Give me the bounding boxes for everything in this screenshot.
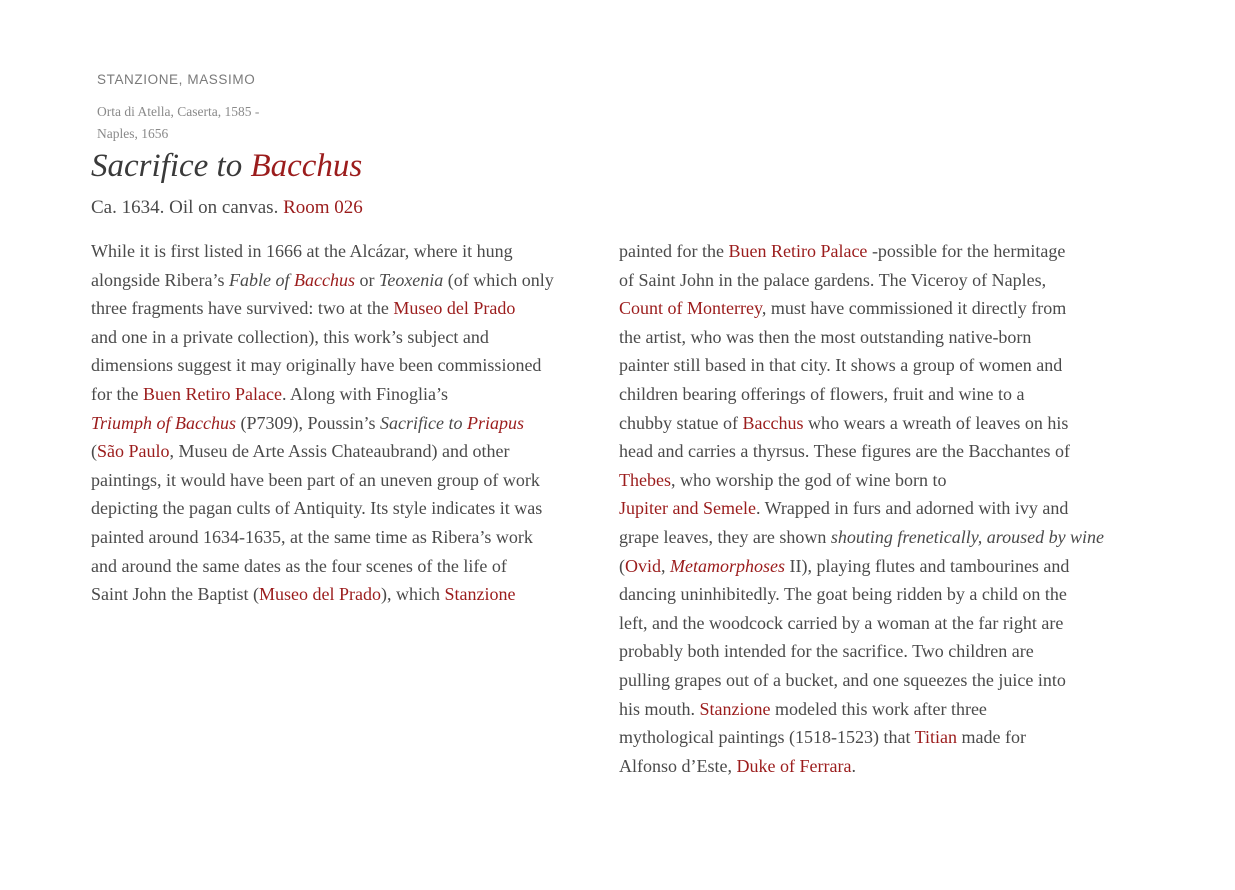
text-run: , Museu de Arte Assis Chateaubrand) and other (169, 441, 510, 462)
text-run: Teoxenia (378, 269, 444, 290)
text-run: -possible for the hermitage (867, 241, 1066, 261)
link-buen-retiro-palace[interactable]: Buen Retiro Palace (142, 383, 282, 404)
text-line (91, 237, 579, 266)
text-line (91, 552, 579, 581)
text-line (91, 466, 579, 495)
link-duke-of-ferrara[interactable]: Duke of Ferrara (736, 755, 852, 776)
text-line (91, 437, 579, 466)
text-line (91, 351, 579, 380)
artwork-meta (91, 197, 363, 219)
link-buen-retiro-palace[interactable]: Buen Retiro Palace (728, 241, 868, 261)
meta-text: Ca. 1634. Oil on canvas. (91, 197, 284, 218)
text-line (91, 380, 579, 409)
text-line (619, 609, 1119, 638)
text-line (91, 494, 579, 523)
text-run: Saint John the Baptist ( (91, 584, 259, 605)
text-line (619, 695, 1119, 724)
text-run: made for (957, 727, 1026, 748)
text-run: painted around 1634-1635, at the same time as Ribera’s work (91, 526, 533, 547)
text-run: (P7309), Poussin’s (236, 412, 381, 433)
text-run: ), which (380, 584, 445, 605)
link-museo-del-prado[interactable]: Museo del Prado (259, 584, 381, 605)
text-run: . (851, 755, 856, 776)
title-text: Sacrifice to (91, 148, 251, 184)
text-line (91, 523, 579, 552)
text-run: Fable of (228, 269, 294, 290)
text-line (619, 523, 1119, 552)
text-run: children bearing offerings of flowers, fruit and wine to a (619, 383, 1025, 404)
text-run: , must have commissioned it directly from (761, 298, 1067, 319)
text-run: II), playing flutes and tambourines and (785, 555, 1070, 576)
text-run: and around the same dates as the four scenes of the life of (91, 555, 507, 576)
text-line (91, 409, 579, 438)
lifespan-line-1: Orta di Atella, Caserta, 1585 - (97, 104, 260, 119)
body-column-right (619, 237, 1119, 780)
link-stanzione[interactable]: Stanzione (444, 584, 516, 605)
text-line (619, 323, 1119, 352)
text-line (619, 466, 1119, 495)
text-run: or (354, 269, 379, 290)
text-run: who wears a wreath of leaves on his (803, 412, 1069, 433)
body-column-left (91, 237, 579, 609)
link-count-of-monterrey[interactable]: Count of Monterrey (619, 298, 762, 319)
text-run: grape leaves, they are shown (619, 526, 831, 547)
link-stanzione[interactable]: Stanzione (699, 698, 771, 719)
link-jupiter-and-semele[interactable]: Jupiter and Semele (619, 498, 756, 519)
text-run: paintings, it would have been part of an uneven group of work (91, 469, 540, 490)
text-run: for the (91, 383, 143, 404)
text-line (619, 752, 1119, 781)
text-line (91, 323, 579, 352)
text-run: dimensions suggest it may originally have been commissioned (91, 355, 542, 376)
link-metamorphoses[interactable]: Metamorphoses (670, 555, 785, 576)
link-triumph-of-bacchus[interactable]: Triumph of Bacchus (91, 412, 237, 433)
text-line (619, 552, 1119, 581)
text-run: alongside Ribera’s (91, 269, 229, 290)
text-run: of Saint John in the palace gardens. The Viceroy of Naples, (619, 269, 1047, 290)
text-run: the artist, who was then the most outstanding native-born (619, 326, 1032, 347)
link-bacchus[interactable]: Bacchus (293, 269, 355, 290)
text-run: , who worship the god of wine born to (670, 469, 947, 490)
link-thebes[interactable]: Thebes (619, 469, 671, 490)
text-run: , (661, 555, 670, 576)
text-run: his mouth. (619, 698, 700, 719)
text-line (619, 409, 1119, 438)
text-run: and one in a private collection), this work’s subject and (91, 326, 489, 347)
link-bacchus[interactable]: Bacchus (742, 412, 804, 433)
text-line (91, 580, 579, 609)
text-run: While it is first listed in 1666 at the Alcázar, where it hung (91, 241, 513, 261)
text-run: three fragments have survived: two at the (91, 298, 394, 319)
text-line (619, 266, 1119, 295)
text-run: shouting frenetically, aroused by wine (830, 526, 1105, 547)
link-priapus[interactable]: Priapus (467, 412, 525, 433)
text-run: . Wrapped in furs and adorned with ivy and (755, 498, 1069, 519)
lifespan-line-2: Naples, 1656 (97, 126, 169, 141)
text-run: probably both intended for the sacrifice. Two children are (619, 641, 1034, 662)
text-run: (of which only (443, 269, 554, 290)
text-run: left, and the woodcock carried by a woman at the far right are (619, 612, 1064, 633)
text-run: pulling grapes out of a bucket, and one squeezes the juice into (619, 669, 1066, 690)
text-run: modeled this work after three (770, 698, 987, 719)
text-line (619, 237, 1119, 266)
text-run: head and carries a thyrsus. These figures are the Bacchantes of (619, 441, 1070, 462)
link-titian[interactable]: Titian (914, 727, 957, 748)
title-link-bacchus[interactable]: Bacchus (250, 148, 363, 184)
artist-name: STANZIONE, MASSIMO (97, 72, 256, 87)
text-run: painted for the (619, 241, 729, 261)
text-run: mythological paintings (1518-1523) that (619, 727, 915, 748)
link-s-o-paulo[interactable]: São Paulo (97, 441, 170, 462)
text-line (619, 637, 1119, 666)
text-line (619, 437, 1119, 466)
text-run: ( (619, 555, 625, 576)
text-run: . Along with Finoglia’s (281, 383, 448, 404)
link-museo-del-prado[interactable]: Museo del Prado (393, 298, 516, 319)
artist-lifespan (97, 101, 297, 145)
text-run: painter still based in that city. It shows a group of women and (619, 355, 1063, 376)
text-run: Sacrifice to (380, 412, 468, 433)
text-line (619, 351, 1119, 380)
link-ovid[interactable]: Ovid (625, 555, 661, 576)
room-link[interactable]: Room 026 (283, 197, 363, 218)
text-line (619, 294, 1119, 323)
text-run: dancing uninhibitedly. The goat being ridden by a child on the (619, 584, 1067, 605)
text-line (91, 294, 579, 323)
text-run: chubby statue of (619, 412, 743, 433)
text-line (619, 380, 1119, 409)
text-run: Alfonso d’Este, (619, 755, 737, 776)
text-line (619, 723, 1119, 752)
text-run: ( (91, 441, 97, 462)
text-line (619, 580, 1119, 609)
text-line (619, 666, 1119, 695)
text-line (91, 266, 579, 295)
text-line (619, 494, 1119, 523)
text-run: depicting the pagan cults of Antiquity. Its style indicates it was (91, 498, 543, 519)
artwork-title (91, 148, 362, 185)
